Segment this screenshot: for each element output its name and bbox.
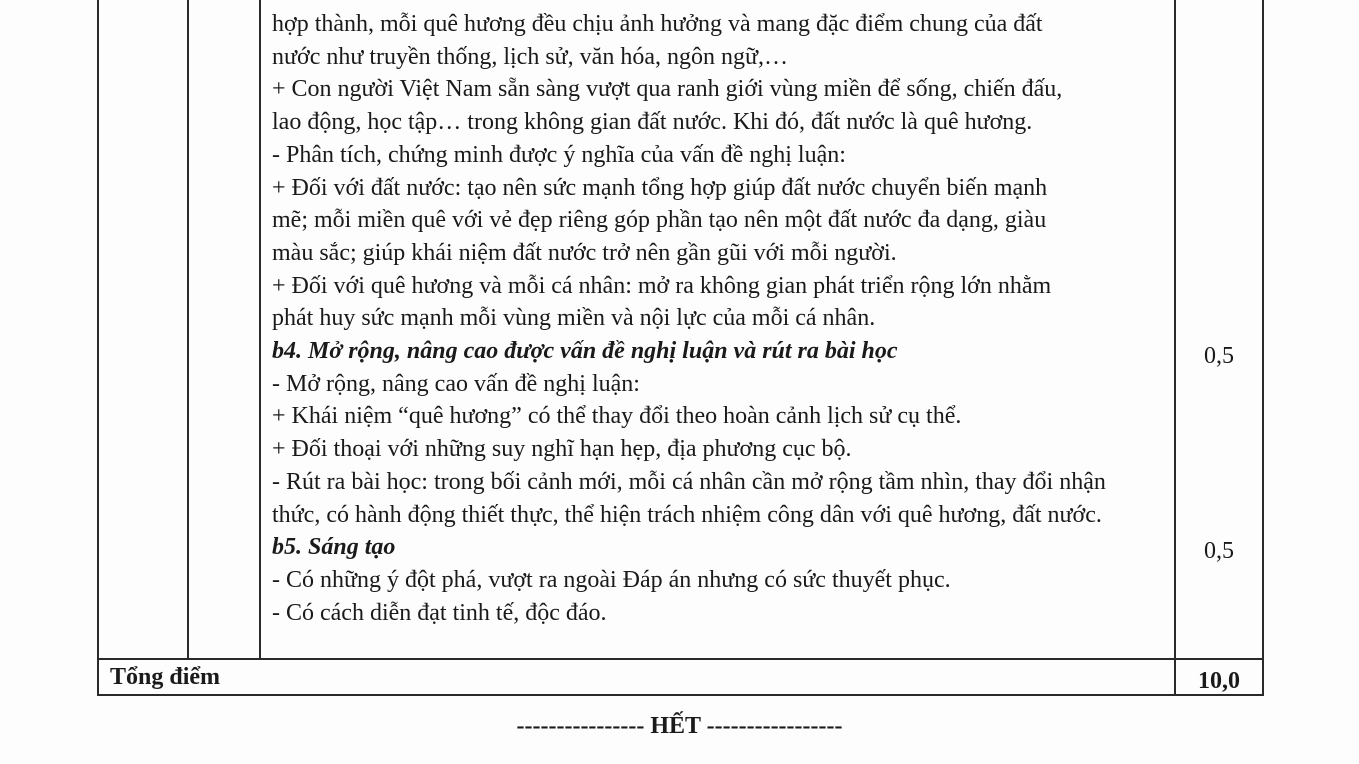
table-border-left	[97, 0, 99, 696]
content-line: + Khái niệm “quê hương” có thể thay đổi theo hoàn cảnh lịch sử cụ thể.	[272, 403, 962, 430]
content-line: + Đối với quê hương và mỗi cá nhân: mở ra không gian phát triển rộng lớn nhằm	[272, 272, 1052, 299]
content-line: mẽ; mỗi miền quê với vẻ đẹp riêng góp phần tạo nên một đất nước đa dạng, giàu	[272, 207, 1047, 234]
section-heading-b5: b5. Sáng tạo	[272, 534, 396, 561]
content-line: + Đối thoại với những suy nghĩ hạn hẹp, địa phương cục bộ.	[272, 436, 852, 463]
content-line: phát huy sức mạnh mỗi vùng miền và nội lực của mỗi cá nhân.	[272, 305, 876, 332]
score-b4: 0,5	[1204, 343, 1234, 369]
content-line: - Có những ý đột phá, vượt ra ngoài Đáp án nhưng có sức thuyết phục.	[272, 566, 951, 593]
content-line: nước như truyền thống, lịch sử, văn hóa, ngôn ngữ,…	[272, 43, 788, 70]
answer-content	[272, 8, 1172, 629]
table-divider-1	[187, 0, 189, 660]
content-line: + Đối với đất nước: tạo nên sức mạnh tổng hợp giúp đất nước chuyển biến mạnh	[272, 174, 1048, 201]
table-border-right	[1262, 0, 1264, 696]
content-line: lao động, học tập… trong không gian đất nước. Khi đó, đất nước là quê hương.	[272, 109, 1033, 136]
content-line: hợp thành, mỗi quê hương đều chịu ảnh hưởng và mang đặc điểm chung của đất	[272, 11, 1043, 37]
content-line: màu sắc; giúp khái niệm đất nước trở nên gần gũi với mỗi người.	[272, 239, 897, 266]
content-line: - Rút ra bài học: trong bối cảnh mới, mỗi cá nhân cần mở rộng tầm nhìn, thay đổi nhận	[272, 468, 1106, 495]
table-row-divider	[97, 658, 1264, 660]
total-value: 10,0	[1198, 668, 1240, 694]
total-label: Tổng điểm	[110, 664, 221, 690]
content-line: - Mở rộng, nâng cao vấn đề nghị luận:	[272, 370, 640, 397]
section-heading-b4: b4. Mở rộng, nâng cao được vấn đề nghị luận và rút ra bài học	[272, 338, 898, 365]
content-line: + Con người Việt Nam sẵn sàng vượt qua ranh giới vùng miền để sống, chiến đấu,	[272, 76, 1063, 103]
content-line: - Có cách diễn đạt tinh tế, độc đáo.	[272, 599, 607, 626]
content-line: thức, có hành động thiết thực, thể hiện trách nhiệm công dân với quê hương, đất nước.	[272, 501, 1102, 528]
score-b5: 0,5	[1204, 538, 1234, 564]
table-divider-2	[259, 0, 261, 660]
content-line: - Phân tích, chứng minh được ý nghĩa của vấn đề nghị luận:	[272, 141, 846, 168]
end-marker: ---------------- HẾT -----------------	[516, 713, 843, 739]
table-border-bottom	[97, 694, 1264, 696]
